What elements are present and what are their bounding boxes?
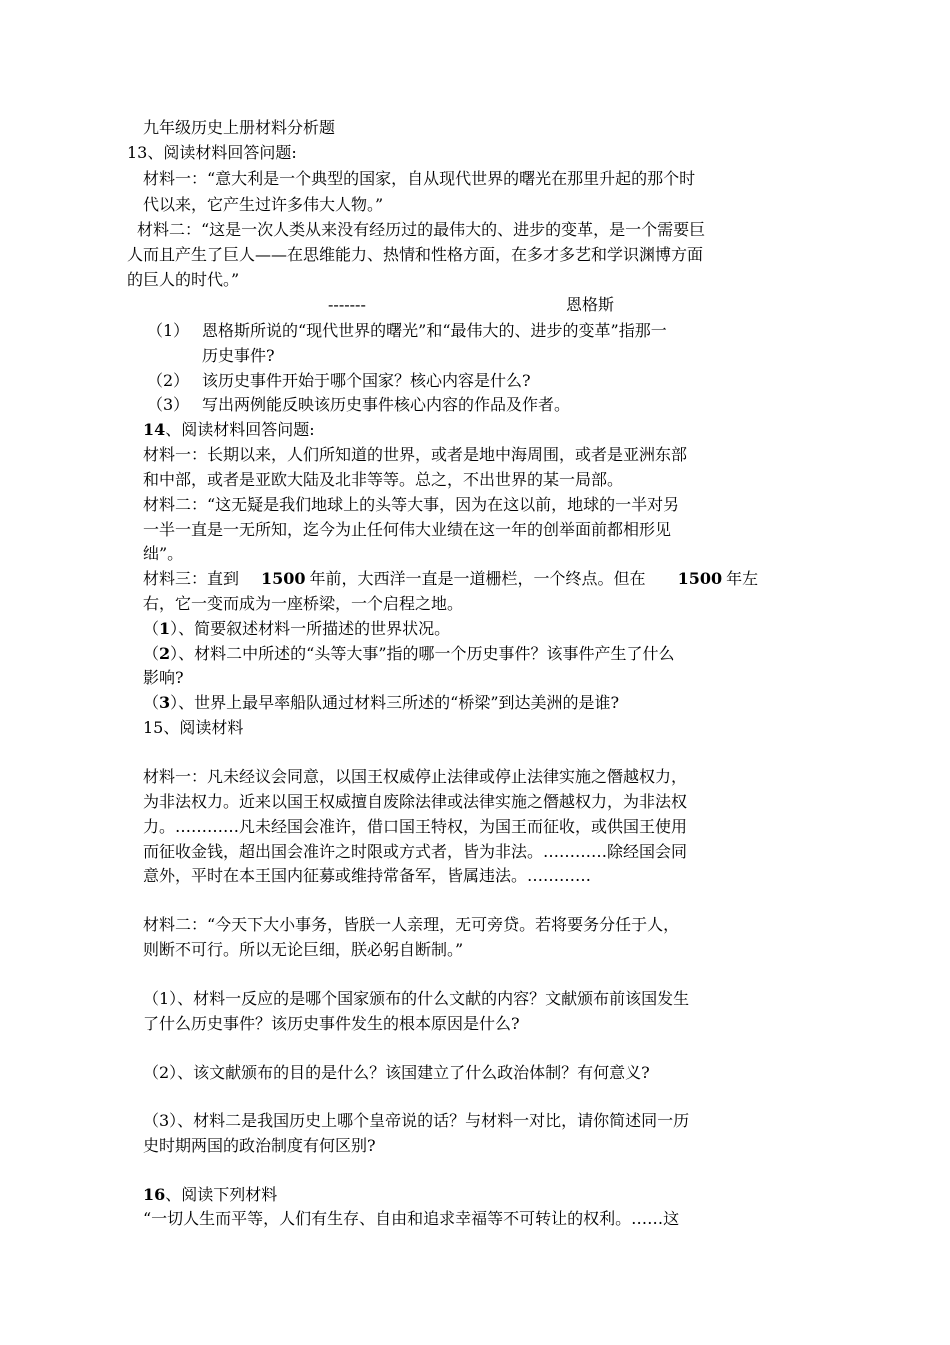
- q13-material2-line3: 的巨人的时代。”: [127, 270, 240, 289]
- doc-title: 九年级历史上册材料分析题: [143, 118, 336, 137]
- q13-author: 恩格斯: [566, 295, 615, 314]
- q13-heading: 13、阅读材料回答问题:: [127, 143, 297, 162]
- q15-q2: （2）、该文献颁布的目的是什么？该国建立了什么政治体制？有何意义?: [143, 1063, 650, 1082]
- q14-q3-text: ）、世界上最早率船队通过材料三所述的“桥梁”到达美洲的是谁?: [170, 693, 620, 712]
- q14-material3-line1: [143, 568, 758, 590]
- q14-q2-number: 2: [159, 644, 171, 663]
- q14-m3-part-a: 材料三：直到: [143, 569, 240, 588]
- q16-heading-text: 、阅读下列材料: [165, 1185, 278, 1204]
- q13-q3: 写出两例能反映该历史事件核心内容的作品及作者。: [202, 395, 571, 414]
- q15-material2-line1: 材料二：“今天下大小事务，皆朕一人亲理，无可旁贷。若将要务分任于人，: [143, 915, 680, 934]
- q14-heading-text: 、阅读材料回答问题:: [165, 420, 315, 439]
- q13-material2-line2: 人而且产生了巨人——在思维能力、热情和性格方面，在多才多艺和学识渊博方面: [127, 245, 704, 264]
- q13-material1-line2: 代以来，它产生过许多伟大人物。”: [143, 195, 384, 214]
- q15-q1-line1: （1）、材料一反应的是哪个国家颁布的什么文献的内容？文献颁布前该国发生: [143, 989, 690, 1008]
- q13-q1-number: （1）: [147, 321, 190, 340]
- q15-heading: 15、阅读材料: [143, 718, 244, 737]
- q15-material1-line4: 而征收金钱，超出国会准许之时限或方式者，皆为非法。…………除经国会同: [143, 842, 688, 861]
- q14-material1-line2: 和中部，或者是亚欧大陆及北非等等。总之，不出世界的某一局部。: [143, 470, 624, 489]
- q14-material2-line1: 材料二：“这无疑是我们地球上的头等大事，因为在这以前，地球的一半对另: [143, 495, 680, 514]
- q13-q3-number: （3）: [147, 395, 190, 414]
- q15-material2-line2: 则断不可行。所以无论巨细，朕必躬自断制。”: [143, 940, 464, 959]
- q15-q3-line2: 史时期两国的政治制度有何区别?: [143, 1136, 376, 1155]
- q13-dash: -------: [328, 295, 366, 314]
- q14-number: 14: [143, 420, 166, 439]
- q14-material1-line1: 材料一：长期以来，人们所知道的世界，或者是地中海周围，或者是亚洲东部: [143, 445, 688, 464]
- q14-q3: （3）、世界上最早率船队通过材料三所述的“桥梁”到达美洲的是谁?: [143, 693, 620, 712]
- q14-q2-line1: （2）、材料二中所述的“头等大事”指的哪一个历史事件？该事件产生了什么: [143, 644, 675, 663]
- q13-q1-line2: 历史事件?: [202, 346, 275, 365]
- q14-heading: [143, 419, 315, 441]
- q14-material2-line2: 一半一直是一无所知，迄今为止任何伟大业绩在这一年的创举面前都相形见: [143, 520, 672, 539]
- q14-q1-number: 1: [159, 619, 171, 638]
- q13-q1-line1: 恩格斯所说的“现代世界的曙光”和“最伟大的、进步的变革”指那一: [202, 321, 667, 340]
- q13-material2-line1: 材料二：“这是一次人类从来没有经历过的最伟大的、进步的变革，是一个需要巨: [137, 220, 706, 239]
- q15-q1-line2: 了什么历史事件？该历史事件发生的根本原因是什么?: [143, 1014, 520, 1033]
- q14-q1-text: ）、简要叙述材料一所描述的世界状况。: [170, 619, 451, 638]
- q14-m3-part-c: 年左: [726, 569, 759, 588]
- q15-material1-line2: 为非法权力。近来以国王权威擅自废除法律或法律实施之僭越权力，为非法权: [143, 792, 688, 811]
- q15-q3-line1: （3）、材料二是我国历史上哪个皇帝说的话？与材料一对比，请你简述同一历: [143, 1111, 690, 1130]
- q14-q2-text: ）、材料二中所述的“头等大事”指的哪一个历史事件？该事件产生了什么: [170, 644, 675, 663]
- q15-material1-line5: 意外，平时在本王国内征募或维持常备军，皆属违法。…………: [143, 866, 592, 885]
- q14-m3-part-b: 年前，大西洋一直是一道栅栏，一个终点。但在: [309, 569, 646, 588]
- q14-material2-line3: 绌”。: [143, 544, 184, 563]
- q15-material1-line1: 材料一：凡未经议会同意，以国王权威停止法律或停止法律实施之僭越权力，: [143, 767, 688, 786]
- q13-q2-number: （2）: [147, 371, 190, 390]
- q14-q3-number: 3: [159, 693, 171, 712]
- q16-heading: [143, 1184, 277, 1206]
- q14-q1: （1）、简要叙述材料一所描述的世界状况。: [143, 619, 451, 638]
- q14-m3-year-2: 1500: [677, 569, 723, 588]
- q14-q2-line2: 影响?: [143, 668, 184, 687]
- q14-m3-year-1: 1500: [261, 569, 306, 588]
- q15-material1-line3: 力。…………凡未经国会准许，借口国王特权，为国王而征收，或供国王使用: [143, 817, 688, 836]
- q16-line1: “一切人生而平等，人们有生存、自由和追求幸福等不可转让的权利。……这: [143, 1209, 680, 1228]
- q13-q2: 该历史事件开始于哪个国家？核心内容是什么?: [202, 371, 531, 390]
- q14-material3-line2: 右，它一变而成为一座桥梁，一个启程之地。: [143, 594, 464, 613]
- q16-number: 16: [143, 1185, 166, 1204]
- q13-material1-line1: 材料一：“意大利是一个典型的国家，自从现代世界的曙光在那里升起的那个时: [143, 169, 696, 188]
